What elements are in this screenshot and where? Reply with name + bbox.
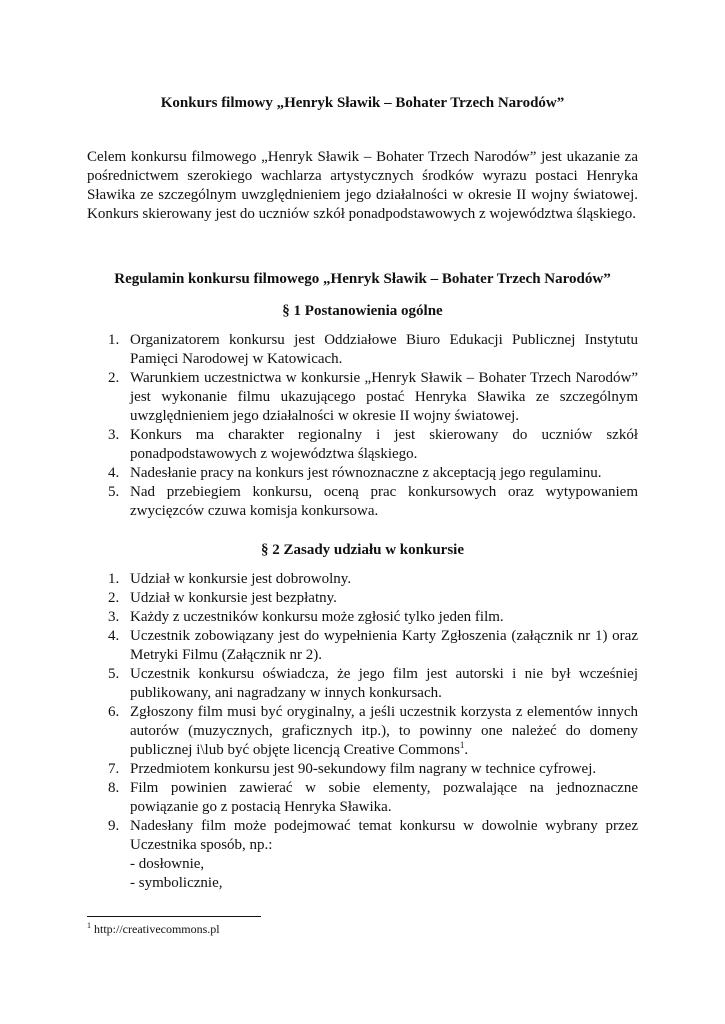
list-item	[87, 817, 638, 893]
item-number: 6.	[108, 704, 120, 720]
footnote	[87, 922, 220, 937]
item-number: 8.	[108, 780, 120, 796]
list-item	[87, 703, 638, 760]
item-text: Udział w konkursie jest dobrowolny.	[130, 571, 352, 587]
item-text: Przedmiotem konkursu jest 90-sekundowy film nagrany w technice cyfrowej.	[130, 761, 597, 777]
list-item	[87, 331, 638, 369]
list-item	[87, 665, 638, 703]
item-number: 5.	[108, 484, 120, 500]
item-number: 3.	[108, 427, 120, 443]
item-number: 1.	[108, 332, 120, 348]
item-text: Uczestnik konkursu oświadcza, że jego film jest autorski i nie był wcześniej publikowany, ani nagradzany w innych konkursach.	[130, 666, 638, 701]
list-item	[87, 627, 638, 665]
list-item	[87, 760, 638, 779]
footnote-link[interactable]: http://creativecommons.pl	[91, 922, 220, 936]
item-text: Zgłoszony film musi być oryginalny, a jeśli uczestnik korzysta z elementów innych autorów (muzycznych, graficznych itp.), to powinny one należeć do domeny publicznej i\lub być objęte licencją Creative Commons	[130, 704, 638, 758]
item-text: Warunkiem uczestnictwa w konkursie „Henryk Sławik – Bohater Trzech Narodów” jest wykonanie filmu ukazującego postać Henryka Sławika ze szczególnym uwzględnieniem jego działalności w okresie II wojny światowej.	[130, 370, 638, 424]
item-text: Uczestnik zobowiązany jest do wypełnienia Karty Zgłoszenia (załącznik nr 1) oraz Metryki Filmu (Załącznik nr 2).	[130, 628, 638, 663]
item-number: 7.	[108, 761, 120, 777]
regulamin-heading: Regulamin konkursu filmowego „Henryk Sławik – Bohater Trzech Narodów”	[114, 271, 611, 287]
item-number: 5.	[108, 666, 120, 682]
section-1-heading: § 1 Postanowienia ogólne	[282, 303, 443, 319]
item-text: Nadesłany film może podejmować temat konkursu w dowolnie wybrany przez Uczestnika sposób, np.:	[130, 818, 638, 853]
item-text: Konkurs ma charakter regionalny i jest skierowany do uczniów szkół ponadpodstawowych z województwa śląskiego.	[130, 427, 638, 462]
item-number: 9.	[108, 818, 120, 834]
footnote-reference[interactable]: 1	[459, 740, 465, 750]
item-text: Nadesłanie pracy na konkurs jest równoznaczne z akceptacją jego regulaminu.	[130, 465, 602, 481]
item-text: Nad przebiegiem konkursu, oceną prac konkursowych oraz wytypowaniem zwycięzców czuwa komisja konkursowa.	[130, 484, 638, 519]
item-text-end: .	[464, 742, 469, 758]
item-number: 2.	[108, 370, 120, 386]
sub-item: - dosłownie,	[130, 856, 205, 872]
sub-item: - symbolicznie,	[130, 875, 223, 891]
list-item	[87, 464, 638, 483]
item-text: Każdy z uczestników konkursu może zgłosić tylko jeden film.	[130, 609, 504, 625]
section-2-heading: § 2 Zasady udziału w konkursie	[261, 542, 464, 558]
list-item	[87, 369, 638, 426]
list-item	[87, 589, 638, 608]
list-item	[87, 608, 638, 627]
list-item	[87, 570, 638, 589]
section-2-list	[87, 570, 638, 893]
item-number: 4.	[108, 628, 120, 644]
document-title: Konkurs filmowy „Henryk Sławik – Bohater Trzech Narodów”	[160, 95, 565, 111]
item-number: 3.	[108, 609, 120, 625]
item-text: Film powinien zawierać w sobie elementy, pozwalające na jednoznaczne powiązanie go z postacią Henryka Sławika.	[130, 780, 638, 815]
section-1-list	[87, 331, 638, 521]
intro-paragraph: Celem konkursu filmowego „Henryk Sławik – Bohater Trzech Narodów” jest ukazanie za pośrednictwem szerokiego wachlarza artystycznych środków wyrazu postaci Henryka Sławika ze szczególnym uwzględnieniem jego działalności w okresie II wojny światowej. Konkurs skierowany jest do uczniów szkół ponadpodstawowych z województwa śląskiego.	[87, 149, 638, 222]
item-number: 1.	[108, 571, 120, 587]
item-number: 4.	[108, 465, 120, 481]
list-item	[87, 779, 638, 817]
item-number: 2.	[108, 590, 120, 606]
footnote-marker: 1	[87, 921, 91, 930]
list-item	[87, 483, 638, 521]
item-text: Organizatorem konkursu jest Oddziałowe Biuro Edukacji Publicznej Instytutu Pamięci Narodowej w Katowicach.	[130, 332, 638, 367]
footnote-separator	[87, 916, 261, 917]
list-item	[87, 426, 638, 464]
item-text: Udział w konkursie jest bezpłatny.	[130, 590, 337, 606]
